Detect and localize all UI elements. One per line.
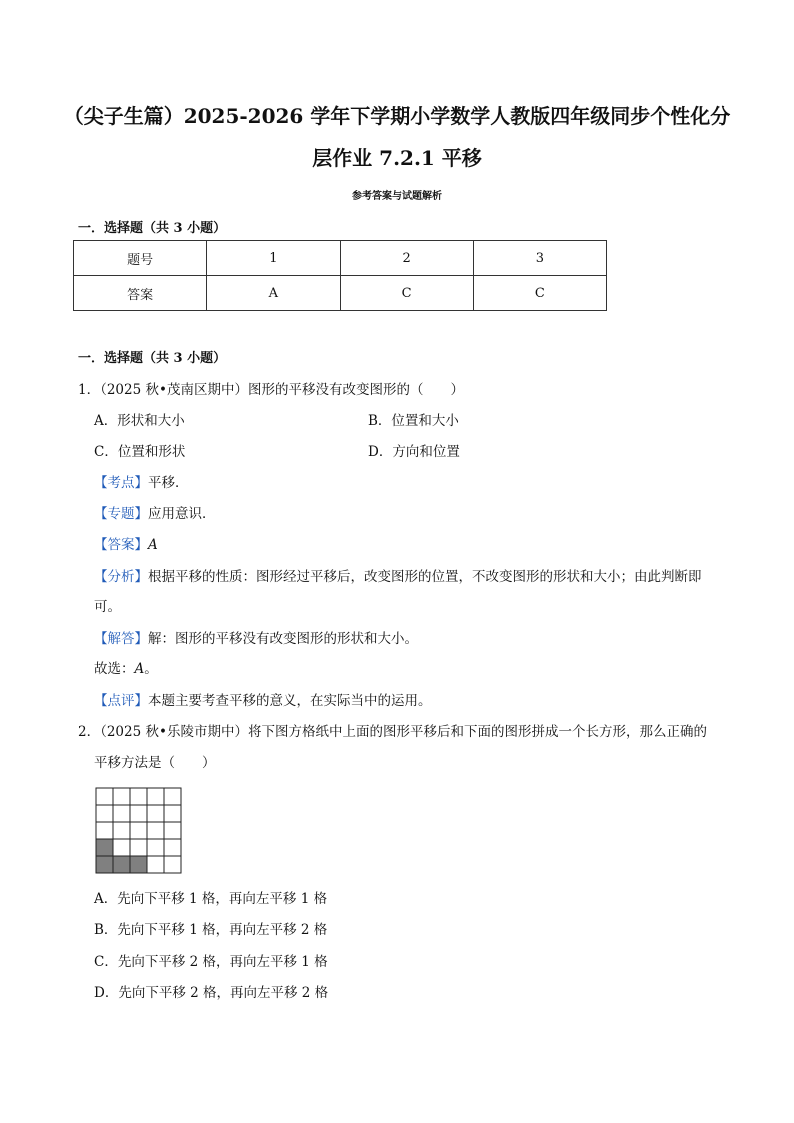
q1-zhuanti <box>94 504 216 524</box>
table-cell: 3 <box>473 241 606 276</box>
grid-cell <box>147 805 164 822</box>
grid-cell-shaded <box>113 856 130 873</box>
grid-cell <box>96 788 113 805</box>
question-2-stem-line1: 2．（2025 秋•乐陵市期中）将下图方格纸中上面的图形平移后和下面的图形拼成一个长方形，那么正确的 <box>78 724 707 740</box>
question-1-stem: 1．（2025 秋•茂南区期中）图形的平移没有改变图形的（ ） <box>78 382 464 398</box>
grid-cell <box>147 839 164 856</box>
grid-figure <box>95 787 183 875</box>
zhuanti-tag: 【专题】 <box>94 506 148 522</box>
grid-cell <box>130 788 147 805</box>
grid-cell <box>130 805 147 822</box>
guxuan-answer: A <box>134 661 145 677</box>
grid-cell <box>96 822 113 839</box>
q1-dianping <box>94 691 432 711</box>
grid-cell <box>164 822 181 839</box>
q2-option-d: D．先向下平移 2 格，再向左平移 2 格 <box>94 985 329 1001</box>
grid-cell <box>113 805 130 822</box>
jieda-text: 解：图形的平移没有改变图形的形状和大小。 <box>148 631 418 647</box>
grid-cell <box>147 788 164 805</box>
guxuan-suffix: 。 <box>144 661 158 677</box>
fenxi-text: 根据平移的性质：图形经过平移后，改变图形的位置，不改变图形的形状和大小；由此判断即 <box>148 569 702 585</box>
grid-cell <box>147 822 164 839</box>
q2-option-a: A．先向下平移 1 格，再向左平移 1 格 <box>94 891 328 907</box>
document-title-line1: （尖子生篇）2025-2026 学年下学期小学数学人教版四年级同步个性化分 <box>63 104 731 128</box>
grid-cell <box>164 805 181 822</box>
grid-cell <box>164 788 181 805</box>
q1-fenxi-line2: 可。 <box>94 599 121 615</box>
guxuan-prefix: 故选： <box>94 661 135 677</box>
table-cell: 题号 <box>74 241 207 276</box>
daan-text: A <box>148 537 158 553</box>
zhuanti-text: 应用意识． <box>148 506 216 522</box>
q1-jieda <box>94 629 418 649</box>
section-heading-answers: 一．选择题（共 3 小题） <box>78 221 227 236</box>
grid-cell <box>96 805 113 822</box>
q1-fenxi-line1 <box>94 567 702 587</box>
grid-cell <box>113 788 130 805</box>
question-2-stem-line2: 平移方法是（ ） <box>94 755 216 771</box>
section-heading-questions: 一．选择题（共 3 小题） <box>78 351 227 366</box>
q1-daan <box>94 535 158 555</box>
table-cell: 2 <box>340 241 473 276</box>
grid-cell <box>147 856 164 873</box>
q1-option-c: C．位置和形状 <box>94 444 186 460</box>
document-title-line2: 层作业 7.2.1 平移 <box>312 146 482 170</box>
grid-cell <box>113 839 130 856</box>
daan-tag: 【答案】 <box>94 537 148 553</box>
q2-option-c: C．先向下平移 2 格，再向左平移 1 格 <box>94 954 328 970</box>
q1-option-b: B．位置和大小 <box>368 413 459 429</box>
dianping-tag: 【点评】 <box>94 693 148 709</box>
table-cell: C <box>340 276 473 311</box>
grid-cell-shaded <box>96 856 113 873</box>
dianping-text: 本题主要考查平移的意义，在实际当中的运用。 <box>148 693 432 709</box>
grid-cell <box>164 856 181 873</box>
table-cell: A <box>207 276 340 311</box>
grid-cell-shaded <box>130 856 147 873</box>
q1-kaodian <box>94 473 189 493</box>
grid-cell <box>130 822 147 839</box>
fenxi-tag: 【分析】 <box>94 569 148 585</box>
table-cell: 1 <box>207 241 340 276</box>
table-cell: C <box>473 276 606 311</box>
q2-option-b: B．先向下平移 1 格，再向左平移 2 格 <box>94 922 328 938</box>
q1-option-d: D．方向和位置 <box>368 444 460 460</box>
table-row <box>74 276 607 311</box>
grid-cell <box>113 822 130 839</box>
kaodian-text: 平移． <box>148 475 189 491</box>
table-row <box>74 241 607 276</box>
grid-cell <box>130 839 147 856</box>
q1-option-a: A．形状和大小 <box>94 413 185 429</box>
jieda-tag: 【解答】 <box>94 631 148 647</box>
table-cell: 答案 <box>74 276 207 311</box>
grid-cell-shaded <box>96 839 113 856</box>
q1-guxuan <box>94 659 158 679</box>
document-subtitle: 参考答案与试题解析 <box>352 191 442 202</box>
answer-table <box>73 240 607 311</box>
grid-cell <box>164 839 181 856</box>
kaodian-tag: 【考点】 <box>94 475 148 491</box>
